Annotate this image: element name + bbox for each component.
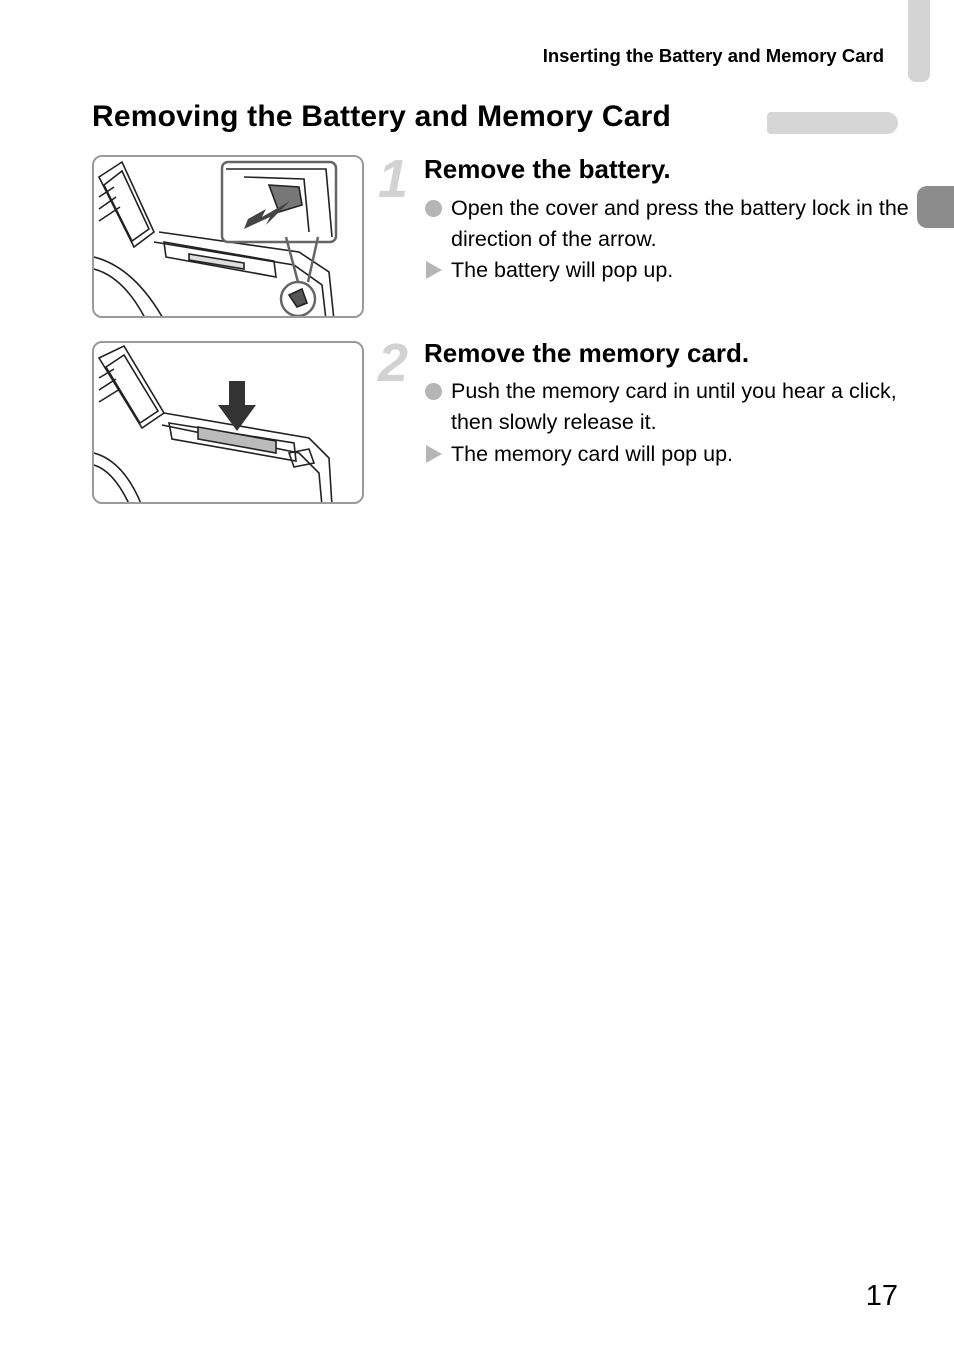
step-2-bullet-text: Push the memory card in until you hear a click, then slowly release it. bbox=[451, 379, 897, 434]
bullet-circle-icon bbox=[424, 376, 446, 406]
running-header: Inserting the Battery and Memory Card bbox=[542, 45, 884, 66]
chapter-tab-top bbox=[908, 0, 930, 82]
step-2-result-text: The memory card will pop up. bbox=[451, 442, 733, 466]
step-2-bullet bbox=[424, 376, 914, 437]
step-1-result-text: The battery will pop up. bbox=[451, 258, 674, 282]
step-1-title: Remove the battery. bbox=[424, 154, 671, 184]
step-2-number: 2 bbox=[378, 333, 409, 393]
step-1-bullet-text: Open the cover and press the battery lock in the direction of the arrow. bbox=[451, 196, 909, 251]
step-1-number: 1 bbox=[378, 149, 409, 209]
page-number: 17 bbox=[865, 1280, 898, 1312]
section-title: Removing the Battery and Memory Card bbox=[92, 100, 671, 133]
battery-removal-illustration bbox=[92, 155, 364, 318]
step-2-title: Remove the memory card. bbox=[424, 338, 750, 368]
result-arrow-icon bbox=[424, 439, 446, 469]
bullet-circle-icon bbox=[424, 193, 446, 223]
camera-memory-card-icon bbox=[94, 343, 364, 504]
camera-battery-lock-icon bbox=[94, 157, 364, 318]
step-2-result bbox=[424, 439, 914, 470]
result-arrow-icon bbox=[424, 255, 446, 285]
step-1-bullet bbox=[424, 193, 914, 254]
step-1-result bbox=[424, 255, 914, 286]
title-decoration-bar bbox=[767, 112, 898, 134]
chapter-tab-side bbox=[917, 186, 954, 228]
memory-card-removal-illustration bbox=[92, 341, 364, 504]
